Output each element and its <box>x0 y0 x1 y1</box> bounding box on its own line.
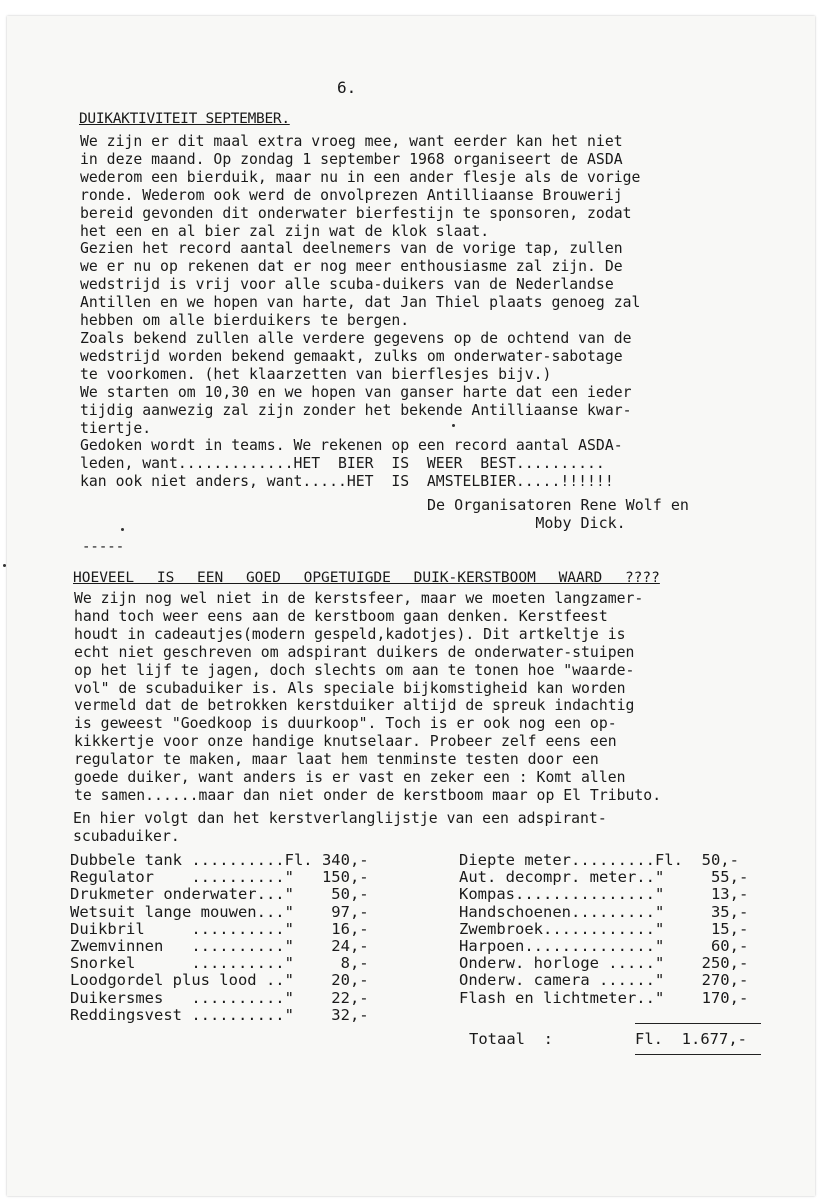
total-rule-line <box>635 1023 761 1024</box>
section-divider: ----- <box>82 539 125 555</box>
page-number: 6. <box>337 78 357 97</box>
price-list-right-column: Diepte meter.........Fl. 50,- Aut. decompr. meter.." 55,- Kompas..............." 13,- Handschoenen........." 35,- Zwembroek............" 15,- Harpoen.............." 60,- Onderw. horloge ....." 250,- Onderw. camera ......" 270,- Flash en lichtmeter.." 170,- <box>459 851 749 1007</box>
ink-speck <box>452 424 455 427</box>
price-list-left-column: Dubbele tank ..........Fl. 340,- Regulator .........." 150,- Drukmeter onderwater..." 50,- Wetsuit lange mouwen..." 97,- Duikbril .........." 16,- Zwemvinnen .........." 24,- Snorkel .........." 8,- Loodgordel plus lood .." 20,- Duikersmes .........." 22,- Reddingsvest .........." 32,- <box>70 851 369 1024</box>
body-paragraph-kerstboom: We zijn nog wel niet in de kerstsfeer, maar we moeten langzamer- hand toch weer eens aan de kerstboom gaan denken. Kerstfeest houdt in cadeautjes(modern gespeld,kadotjes). Dit artkeltje is echt niet geschreven om adspirant duikers de onderwater-stuipen op het lijf te jagen, doch slechts om aan te tonen hoe "waarde- vol" de scubaduiker is. Als speciale bijkomstigheid kan worden vermeld dat de betrokken kerstduiker altijd de spreuk indachtig is geweest "Goedkoop is duurkoop". Toch is er ook nog een op- kikkertje voor onze handige knutselaar. Probeer zelf eens een regulator te maken, maar laat hem tenminste testen door een goede duiker, want anders is er vast en zeker een : Komt allen te samen......maar dan niet onder de kerstboom maar op El Tributo. <box>74 589 662 804</box>
signature-organisers: De Organisatoren Rene Wolf en Moby Dick. <box>427 496 689 532</box>
section-heading-kerstboom: HOEVEEL IS EEN GOED OPGETUIGDE DUIK-KERSTBOOM WAARD ???? <box>73 570 660 586</box>
body-paragraph-bierduik: We zijn er dit maal extra vroeg mee, want eerder kan het niet in deze maand. Op zondag 1 september 1968 organiseert de ASDA wederom een bierduik, maar nu in een ander flesje als de vorige ronde. Wederom ook werd de onvolprezen Antilliaanse Brouwerij bereid gevonden dit onderwater bierfestijn te sponsoren, zodat het een en al bier zal zijn wat de klok slaat. Gezien het record aantal deelnemers van de vorige tap, zullen we er nu op rekenen dat er nog meer enthousiasme zal zijn. De wedstrijd is vrij voor alle scuba-duikers van de Nederlandse Antillen en we hopen van harte, dat Jan Thiel plaats genoeg zal hebben om alle bierduikers te bergen. Zoals bekend zullen alle verdere gegevens op de ochtend van de wedstrijd worden bekend gemaakt, zulks om onderwater-sabotage te voorkomen. (het klaarzetten van bierflesjes bijv.) We starten om 10,30 en we hopen van ganser harte dat een ieder tijdig aanwezig zal zijn zonder het bekende Antilliaanse kwar- tiertje. Gedoken wordt in teams. We rekenen op een record aantal ASDA- leden, want.............HET BIER IS WEER BEST.......... kan ook niet anders, want.....HET IS AMSTELBIER.....!!!!!! <box>80 132 641 491</box>
document-page <box>7 16 815 1196</box>
total-value: Fl. 1.677,- <box>635 1030 747 1048</box>
ink-speck <box>3 564 6 567</box>
body-paragraph-verlanglijst-intro: En hier volgt dan het kerstverlanglijstje van een adspirant- scubaduiker. <box>73 809 607 845</box>
section-heading-duikaktiviteit: DUIKAKTIVITEIT SEPTEMBER. <box>79 111 290 127</box>
ink-speck <box>121 528 124 531</box>
total-underline <box>635 1054 761 1055</box>
total-label: Totaal : <box>469 1030 553 1048</box>
